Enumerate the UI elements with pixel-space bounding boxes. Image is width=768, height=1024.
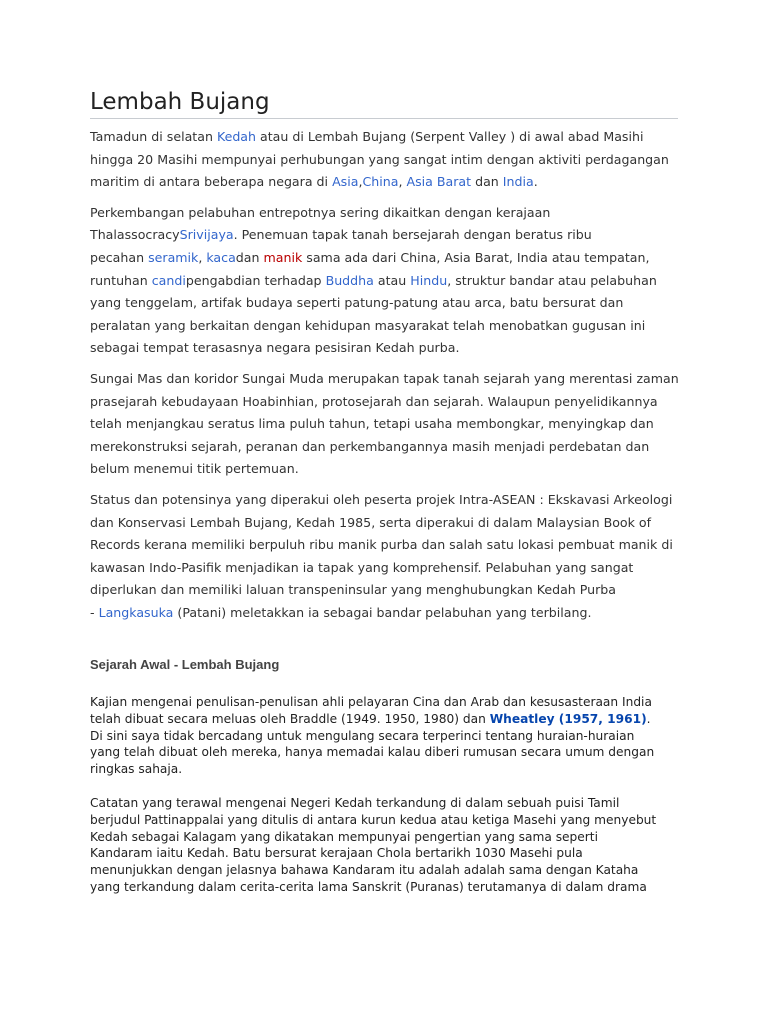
text-span: - xyxy=(90,604,99,620)
link-china[interactable]: China xyxy=(362,174,399,190)
paragraph-2-line-2 xyxy=(90,224,690,247)
text-span: , xyxy=(358,174,363,190)
paragraph-4-line-3: Records kerana memiliki berpuluh ribu manik purba dan salah satu lokasi pembuat manik di xyxy=(90,537,673,553)
link-seramik[interactable]: seramik xyxy=(148,249,199,265)
link-buddha[interactable]: Buddha xyxy=(325,272,374,288)
text-span: dan xyxy=(471,174,503,190)
page-title: Lembah Bujang xyxy=(90,86,678,119)
paragraph-4-line-4: kawasan Indo-Pasifik menjadikan ia tapak yang komprehensif. Pelabuhan yang sangat xyxy=(90,559,634,575)
paragraph-2 xyxy=(90,202,690,360)
paragraph-1-line-1 xyxy=(90,126,690,149)
text-span: Thalassocracy xyxy=(90,227,180,243)
paragraph-2-line-4 xyxy=(90,270,690,293)
text-span: pengabdian terhadap xyxy=(185,272,326,288)
section-paragraph-1-line-1: Kajian mengenai penulisan-penulisan ahli pelayaran Cina dan Arab dan kesusasteraan India xyxy=(90,695,652,709)
paragraph-4-line-6 xyxy=(90,602,690,625)
paragraph-2-line-7: sebagai tempat terasasnya negara pesisiran Kedah purba. xyxy=(90,340,460,356)
text-span: maritim di antara beberapa negara di xyxy=(90,174,333,190)
link-asia[interactable]: Asia xyxy=(332,174,359,190)
paragraph-3-line-5: belum menemui titik pertemuan. xyxy=(90,461,299,477)
link-langkasuka[interactable]: Langkasuka xyxy=(98,604,174,620)
link-candi[interactable]: candi xyxy=(151,272,186,288)
section-body xyxy=(90,694,690,913)
section-paragraph-2-line-4: Kandaram iaitu Kedah. Batu bersurat kerajaan Chola bertarikh 1030 Masehi pula xyxy=(90,846,583,861)
text-span: , xyxy=(398,174,407,190)
text-span: atau xyxy=(373,272,411,288)
paragraph-3 xyxy=(90,368,690,481)
link-manik[interactable]: manik xyxy=(263,249,303,265)
link-india[interactable]: India xyxy=(502,174,534,190)
paragraph-4-line-2: dan Konservasi Lembah Bujang, Kedah 1985, serta diperakui di dalam Malaysian Book of xyxy=(90,514,652,530)
article-body xyxy=(90,126,690,632)
text-span: dan xyxy=(235,249,264,265)
link-wheatley[interactable]: Wheatley (1957, 1961) xyxy=(489,711,647,726)
link-srivijaya[interactable]: Srivijaya xyxy=(179,227,234,243)
paragraph-2-line-3 xyxy=(90,247,690,270)
section-paragraph-1-line-2 xyxy=(90,711,690,728)
paragraph-3-line-3: telah menjangkau seratus lima puluh tahun, tetapi usaha membongkar, menyingkap dan xyxy=(90,416,654,432)
paragraph-2-line-5: yang tenggelam, artifak budaya seperti patung-patung atau arca, batu bersurat dan xyxy=(90,295,624,311)
section-paragraph-2-line-6: yang terkandung dalam cerita-cerita lama Sanskrit (Puranas) terutamanya di dalam drama xyxy=(90,879,647,894)
text-span: , struktur bandar atau pelabuhan xyxy=(447,272,657,288)
link-hindu[interactable]: Hindu xyxy=(410,272,448,288)
text-span: Tamadun di selatan xyxy=(90,129,217,144)
text-span: (Patani) meletakkan ia sebagai bandar pelabuhan yang terbilang. xyxy=(173,604,592,620)
section-paragraph-1-line-4: yang telah dibuat oleh mereka, hanya memadai kalau diberi rumusan secara umum dengan xyxy=(90,745,655,760)
paragraph-4-line-1: Status dan potensinya yang diperakui oleh peserta projek Intra-ASEAN : Ekskavasi Arkeologi xyxy=(90,491,673,507)
section-paragraph-1-line-5: ringkas sahaja. xyxy=(90,762,183,777)
text-span: , xyxy=(198,249,207,265)
text-span: pecahan xyxy=(90,249,149,265)
paragraph-3-line-4: merekonstruksi sejarah, peranan dan perkembangannya masih menjadi perdebatan dan xyxy=(90,438,650,454)
text-span: . Penemuan tapak tanah bersejarah dengan beratus ribu xyxy=(233,227,592,243)
paragraph-1-line-3 xyxy=(90,171,690,194)
text-span: telah dibuat secara meluas oleh Braddle (1949. 1950, 1980) dan xyxy=(90,711,490,726)
paragraph-4 xyxy=(90,489,690,625)
link-kaca[interactable]: kaca xyxy=(206,249,236,265)
section-paragraph-2-line-3: Kedah sebagai Kalagam yang dikatakan mempunyai pengertian yang sama seperti xyxy=(90,829,598,844)
text-span: atau di Lembah Bujang (Serpent Valley ) di awal abad Masihi xyxy=(256,129,644,144)
paragraph-4-line-5: diperlukan dan memiliki laluan transpeninsular yang menghubungkan Kedah Purba xyxy=(90,582,617,598)
paragraph-1 xyxy=(90,126,690,194)
link-asia-barat[interactable]: Asia Barat xyxy=(406,174,472,190)
paragraph-3-line-2: prasejarah kebudayaan Hoabinhian, protosejarah dan sejarah. Walaupun penyelidikannya xyxy=(90,393,658,409)
paragraph-3-line-1: Sungai Mas dan koridor Sungai Muda merupakan tapak tanah sejarah yang merentasi zaman xyxy=(90,370,679,386)
section-paragraph-2 xyxy=(90,795,690,896)
paragraph-2-line-1: Perkembangan pelabuhan entrepotnya sering dikaitkan dengan kerajaan xyxy=(90,204,551,220)
section-heading: Sejarah Awal - Lembah Bujang xyxy=(90,657,280,672)
paragraph-1-line-2: hingga 20 Masihi mempunyai perhubungan yang sangat intim dengan aktiviti perdagangan xyxy=(90,151,669,167)
text-span: . xyxy=(646,711,651,726)
text-span: . xyxy=(533,174,538,190)
section-paragraph-1 xyxy=(90,694,690,778)
paragraph-2-line-6: peralatan yang berkaitan dengan kehidupan masyarakat telah menobatkan gugusan ini xyxy=(90,317,646,333)
section-paragraph-2-line-2: berjudul Pattinappalai yang ditulis di antara kurun kedua atau ketiga Masehi yang menyebut xyxy=(90,812,657,827)
section-paragraph-2-line-5: menunjukkan dengan jelasnya bahawa Kandaram itu adalah adalah sama dengan Kataha xyxy=(90,863,639,878)
text-span: runtuhan xyxy=(90,272,152,288)
section-paragraph-2-line-1: Catatan yang terawal mengenai Negeri Kedah terkandung di dalam sebuah puisi Tamil xyxy=(90,795,620,810)
link-kedah[interactable]: Kedah xyxy=(216,129,257,144)
text-span: sama ada dari China, Asia Barat, India atau tempatan, xyxy=(302,249,650,265)
section-paragraph-1-line-3: Di sini saya tidak bercadang untuk mengulang secara terperinci tentang huraian-huraian xyxy=(90,728,635,743)
